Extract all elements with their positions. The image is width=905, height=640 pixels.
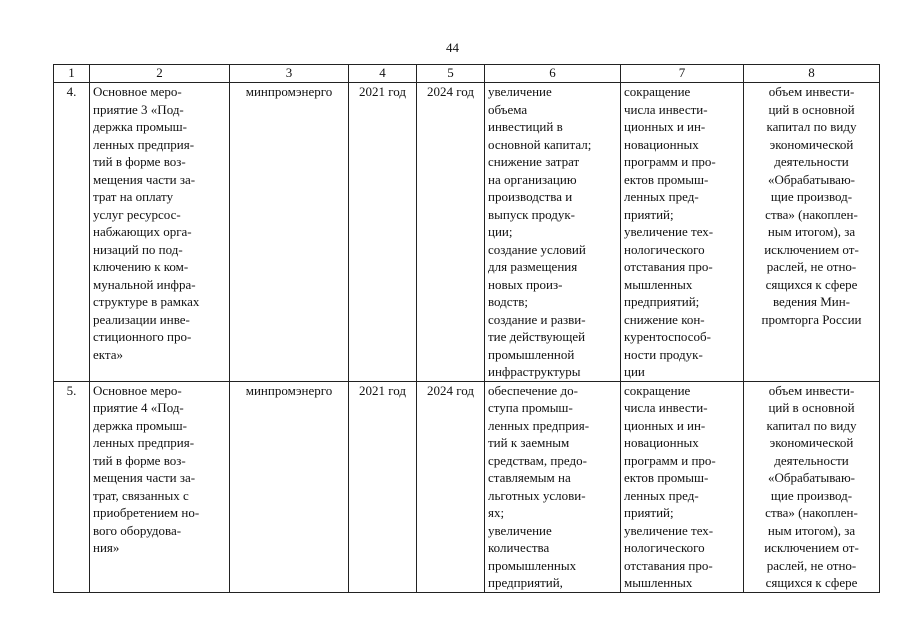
cell-text-line: экономической [769,435,854,450]
cell-text-line: раслей, не отно- [766,259,857,274]
cell-text-line: стиционного про- [93,329,192,344]
cell-text-line: ции; [488,224,513,239]
cell-text-line: тий к заемным [488,435,570,450]
cell-text-line: ектов промыш- [624,470,709,485]
cell-text-line: инвестиций в [488,119,563,134]
cell-text-line: обеспечение до- [488,382,578,398]
cell-text-line: новых произ- [488,276,563,292]
cell-text-line: екта» [93,346,124,362]
cell-text-line: капитал по виду [766,417,857,433]
cell-text-line: увеличение тех- [624,224,714,239]
cell-text-line: промышленной [488,346,575,362]
cell-text-line: ленных предприя- [93,435,195,450]
cell-text-line: программ и про- [624,452,716,468]
cell-text-line: ленных предприя- [93,136,195,152]
measure-cell [90,381,230,592]
cell-text-line: приобретением но- [93,505,200,520]
cell-text-line: сокращение [624,84,691,99]
cell-text-line: ставляемым на [488,470,571,485]
cell-text-line: увеличение [488,522,552,538]
cell-text-line: деятельности [774,452,849,468]
cell-text-line: ций в основной [768,101,855,117]
cell-text-line: нологического [624,241,705,257]
expected-results-cell [485,381,621,592]
cell-text-line: приятий; [624,505,674,520]
cell-text-line: ства» (накоплен- [765,206,858,222]
cell-text-line: числа инвести- [624,101,708,117]
cell-text-line: промышленных [488,557,577,573]
expected-results-cell [485,83,621,382]
cell-text-line: инфраструктуры [488,364,581,379]
cell-text-line: тий в форме воз- [93,452,186,468]
cell-text-line: нологического [624,540,705,555]
cell-text-line: «Обрабатываю- [767,171,855,187]
cell-text-line: мышленных [624,575,693,590]
cell-text-line: числа инвести- [624,400,708,415]
cell-text-line: снижение затрат [488,154,580,169]
cell-text-line: ленных предприя- [488,417,590,433]
cell-text-line: создание и разви- [488,311,586,327]
cell-text-line: исключением от- [764,540,859,555]
indicator-cell [744,381,880,592]
column-header-5: 5 [417,65,485,83]
risks-cell [621,381,744,592]
cell-text-line: низаций по под- [93,241,183,257]
table-row [54,83,880,382]
cell-text-line: объем инвести- [768,382,855,398]
cell-text-line: ключению к ком- [93,259,189,274]
cell-text-line: мещения части за- [93,470,196,485]
cell-text-line: ях; [488,505,505,520]
column-header-1: 1 [54,65,90,83]
cell-text-line: мещения части за- [93,171,196,187]
cell-text-line: снижение кон- [624,311,705,327]
cell-text-line: количества [488,540,550,555]
cell-text-line: раслей, не отно- [766,557,857,573]
start-year-cell: 2021 год [349,83,417,382]
cell-text-line: структуре в рамках [93,294,200,309]
column-header-4: 4 [349,65,417,83]
cell-text-line: увеличение [488,84,552,99]
cell-text-line: курентоспособ- [624,329,711,344]
cell-text-line: отставания про- [624,259,713,274]
cell-text-line: новационных [624,435,699,450]
program-measures-table [53,64,880,593]
cell-text-line: держка промыш- [93,119,188,134]
cell-text-line: отставания про- [624,557,713,573]
measure-cell [90,83,230,382]
cell-text-line: ведения Мин- [773,294,850,309]
cell-text-line: объема [488,101,528,117]
row-number: 4. [54,83,90,382]
cell-text-line: исключением от- [764,241,859,257]
cell-text-line: «Обрабатываю- [767,470,855,485]
risks-cell [621,83,744,382]
cell-text-line: на организацию [488,171,577,187]
cell-text-line: услуг ресурсос- [93,206,181,222]
cell-text-line: ции [624,364,645,379]
end-year-cell: 2024 год [417,381,485,592]
column-header-7: 7 [621,65,744,83]
cell-text-line: ленных пред- [624,189,699,204]
cell-text-line: сящихся к сфере [765,276,858,292]
cell-text-line: ленных пред- [624,487,699,503]
cell-text-line: приятие 3 «Под- [93,101,184,117]
column-header-2: 2 [90,65,230,83]
column-header-8: 8 [744,65,880,83]
cell-text-line: ционных и ин- [624,417,706,433]
cell-text-line: водств; [488,294,528,309]
executor-cell: минпромэнерго [230,381,349,592]
cell-text-line: объем инвести- [768,84,855,99]
cell-text-line: приятие 4 «Под- [93,400,184,415]
cell-text-line: выпуск продук- [488,206,576,222]
cell-text-line: Основное меро- [93,382,182,398]
cell-text-line: вого оборудова- [93,522,182,538]
column-header-6: 6 [485,65,621,83]
cell-text-line: ности продук- [624,346,703,362]
cell-text-line: предприятий, [488,575,563,590]
cell-text-line: ступа промыш- [488,400,573,415]
cell-text-line: программ и про- [624,154,716,169]
cell-text-line: мунальной инфра- [93,276,196,292]
cell-text-line: держка промыш- [93,417,188,433]
cell-text-line: средствам, предо- [488,452,587,468]
start-year-cell: 2021 год [349,381,417,592]
column-header-3: 3 [230,65,349,83]
cell-text-line: сящихся к сфере [765,575,858,590]
cell-text-line: ства» (накоплен- [765,505,858,520]
cell-text-line: деятельности [774,154,849,169]
cell-text-line: мышленных [624,276,693,292]
indicator-cell [744,83,880,382]
cell-text-line: приятий; [624,206,674,222]
cell-text-line: ций в основной [768,400,855,415]
page-number: 44 [446,40,459,55]
end-year-cell: 2024 год [417,83,485,382]
header-row [54,65,880,83]
cell-text-line: капитал по виду [766,119,857,134]
cell-text-line: трат, связанных с [93,487,189,503]
cell-text-line: ектов промыш- [624,171,709,187]
cell-text-line: сокращение [624,382,691,398]
cell-text-line: новационных [624,136,699,152]
cell-text-line: набжающих орга- [93,224,192,239]
row-number: 5. [54,381,90,592]
cell-text-line: ным итогом), за [767,224,856,239]
cell-text-line: льготных услови- [488,487,586,503]
cell-text-line: щие производ- [770,189,853,204]
cell-text-line: экономической [769,136,854,152]
cell-text-line: увеличение тех- [624,522,714,538]
cell-text-line: для размещения [488,259,578,274]
cell-text-line: трат на оплату [93,189,174,204]
cell-text-line: предприятий; [624,294,700,309]
cell-text-line: промторга России [761,311,862,327]
cell-text-line: тие действующей [488,329,586,344]
cell-text-line: производства и [488,189,573,204]
cell-text-line: ния» [93,540,120,555]
cell-text-line: щие производ- [770,487,853,503]
cell-text-line: Основное меро- [93,84,182,99]
table-row [54,381,880,592]
cell-text-line: создание условий [488,241,586,257]
executor-cell: минпромэнерго [230,83,349,382]
cell-text-line: основной капитал; [488,136,592,152]
cell-text-line: ционных и ин- [624,119,706,134]
cell-text-line: ным итогом), за [767,522,856,538]
cell-text-line: реализации инве- [93,311,190,327]
cell-text-line: тий в форме воз- [93,154,186,169]
